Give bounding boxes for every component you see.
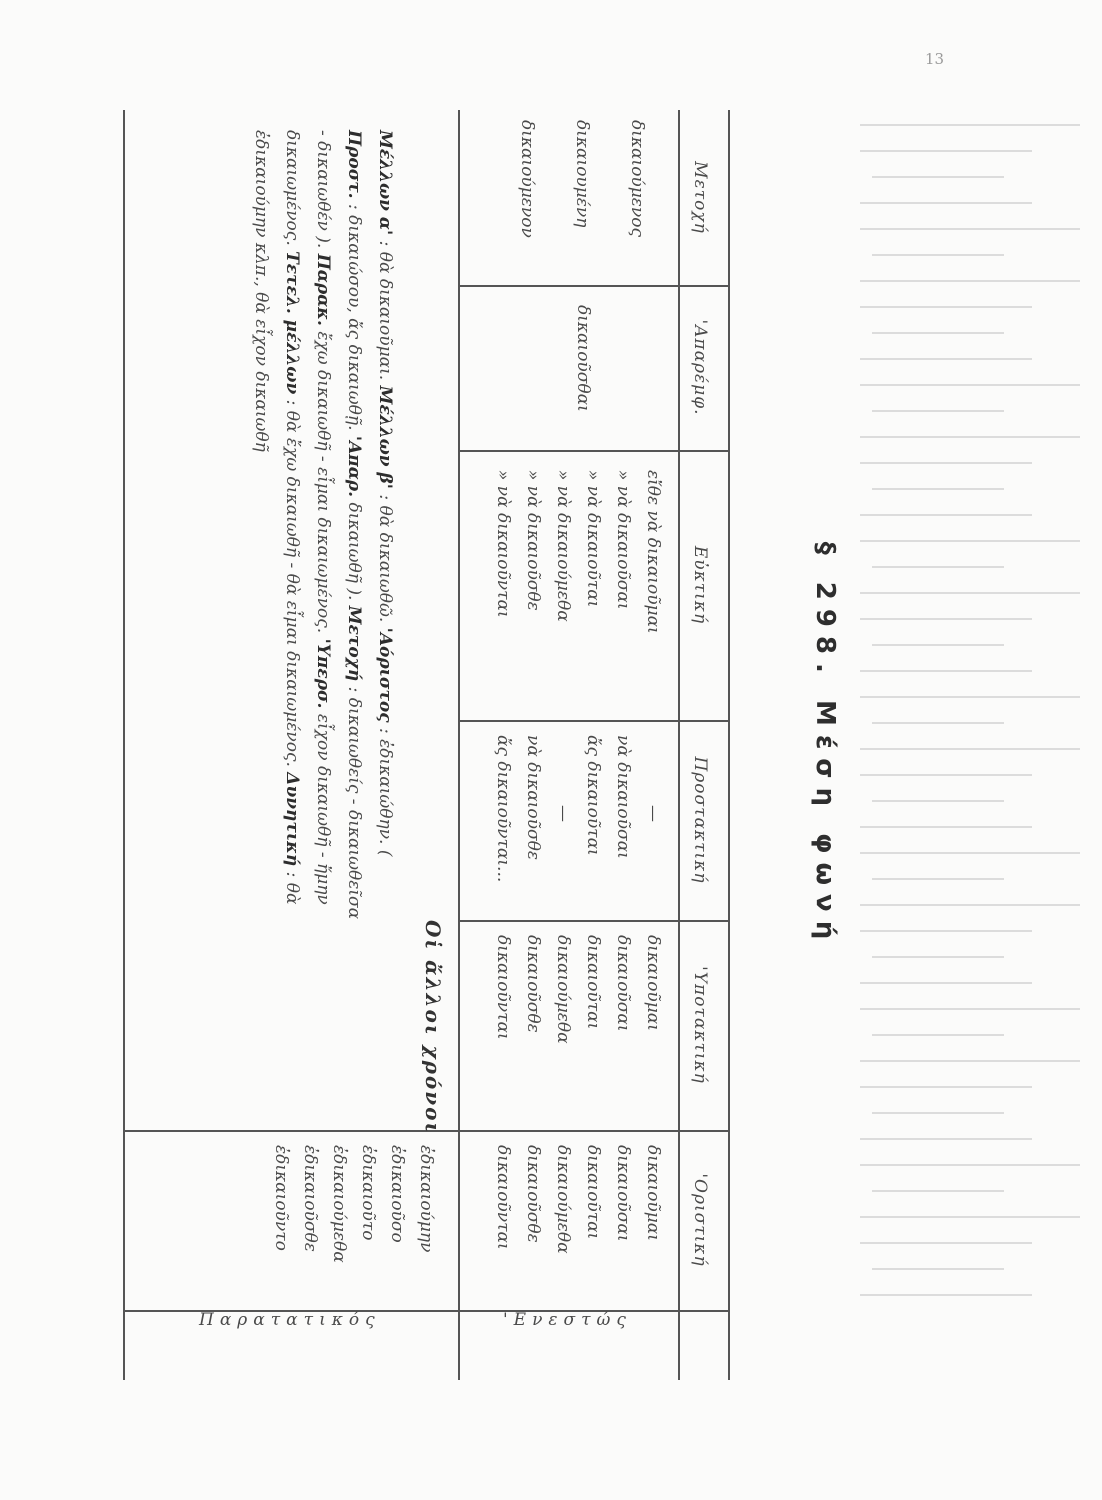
- present-indicative-column: [488, 1145, 668, 1254]
- list-item: δικαιοῦσθε: [523, 935, 543, 1033]
- list-item: δικαιοῦται: [583, 935, 603, 1030]
- other-tenses-paragraph: Μέλλων α' : θὰ δικαιοῦμαι. Μέλλων β' : θὰ δικαιωθῶ. 'Αόριστος : ἐδικαιώθην. ( Προστ. : δικαιώσου, ἄς δικαιωθῇ. 'Απαρ. δικαιωθῆ ). Μετοχή : δικαιωθείς - δικαιωθεῖσα - δικαιωθέν ). Παρακ. ἔχω δικαιωθῆ - εἶμαι δικαιωμένος. 'Υπερσ. εἶχον δικαιωθῆ - ἤμην δικαιωμένος. Τετελ. μέλλων : θὰ ἔχω δικαιωθῆ - θὰ εἶμαι δικαιωμένος. Δυνητική : θὰ ἐδικαιούμην κλπ., θὰ εἶχον δικαιωθῆ: [251, 130, 395, 920]
- bleed-through-text: [860, 100, 1080, 1390]
- rotated-page: [120, 110, 860, 1380]
- page-title: § 298. Μέση φωνή: [810, 541, 840, 949]
- list-item: εἴθε νὰ δικαιοῦμαι: [643, 470, 663, 634]
- imperfect-indicative-column: [266, 1145, 440, 1263]
- header-subjunctive: 'Υποτακτική: [690, 966, 710, 1084]
- list-item: ἐδικαιοῦσο: [387, 1145, 407, 1243]
- list-item: δικαιοῦνται: [493, 935, 513, 1040]
- present-imperative-column: [488, 735, 668, 882]
- list-item: —: [553, 805, 573, 822]
- table-bottom-rule: [123, 110, 125, 1380]
- list-item: δικαιοῦμαι: [643, 935, 663, 1031]
- list-item: δικαιούμεθα: [553, 935, 573, 1044]
- list-item: νὰ δικαιοῦσαι: [613, 735, 633, 859]
- list-item: » νὰ δικαιούμεθα: [553, 470, 573, 622]
- list-item: δικαιοῦσθαι: [573, 305, 593, 412]
- header-optative: Εὐκτική: [690, 545, 710, 625]
- list-item: ἐδικαιούμην: [416, 1145, 436, 1253]
- list-item: » νὰ δικαιοῦνται: [493, 470, 513, 618]
- list-item: » νὰ δικαιοῦσαι: [613, 470, 633, 610]
- list-item: » νὰ δικαιοῦσθε: [523, 470, 543, 611]
- list-item: δικαιοῦσαι: [613, 1145, 633, 1242]
- list-item: » νὰ δικαιοῦται: [583, 470, 603, 608]
- list-item: δικαιουμένη: [572, 120, 592, 228]
- header-participle: Μετοχή: [690, 161, 710, 234]
- present-subjunctive-column: [488, 935, 668, 1044]
- list-item: ἄς δικαιοῦνται...: [493, 735, 513, 883]
- page-number: 13: [925, 50, 945, 68]
- header-infinitive: 'Απαρέμφ.: [690, 319, 710, 416]
- list-item: δικαιοῦνται: [493, 1145, 513, 1250]
- present-participle-column: [499, 120, 664, 238]
- list-item: —: [643, 805, 663, 822]
- list-item: ἐδικαιοῦντο: [271, 1145, 291, 1251]
- table-top-rule: [728, 110, 730, 1380]
- list-item: δικαιούμενος: [627, 120, 647, 238]
- list-item: νὰ δικαιοῦσθε: [523, 735, 543, 860]
- list-item: δικαιοῦσαι: [613, 935, 633, 1032]
- section-label-imperfect: Παρατατικός: [199, 1310, 381, 1330]
- list-item: ἐδικαιούμεθα: [329, 1145, 349, 1263]
- section-rule: [458, 110, 460, 1380]
- list-item: δικαιούμεθα: [553, 1145, 573, 1254]
- header-imperative: Προστακτική: [690, 756, 710, 884]
- list-item: δικαιοῦται: [583, 1145, 603, 1240]
- list-item: δικαιοῦμαι: [643, 1145, 663, 1241]
- list-item: ἄς δικαιοῦται: [583, 735, 603, 856]
- list-item: δικαιοῦσθε: [523, 1145, 543, 1243]
- present-infinitive: [568, 305, 598, 412]
- present-optative-column: [488, 470, 668, 634]
- other-tenses-title: Οἱ ἄλλοι χρόνοι: [421, 920, 445, 1135]
- list-item: δικαιούμενον: [517, 120, 537, 238]
- section-label-present: 'Ενεστώς: [503, 1310, 632, 1330]
- list-item: ἐδικαιοῦτο: [358, 1145, 378, 1241]
- list-item: ἐδικαιοῦσθε: [300, 1145, 320, 1252]
- header-indicative: 'Οριστική: [690, 1173, 710, 1267]
